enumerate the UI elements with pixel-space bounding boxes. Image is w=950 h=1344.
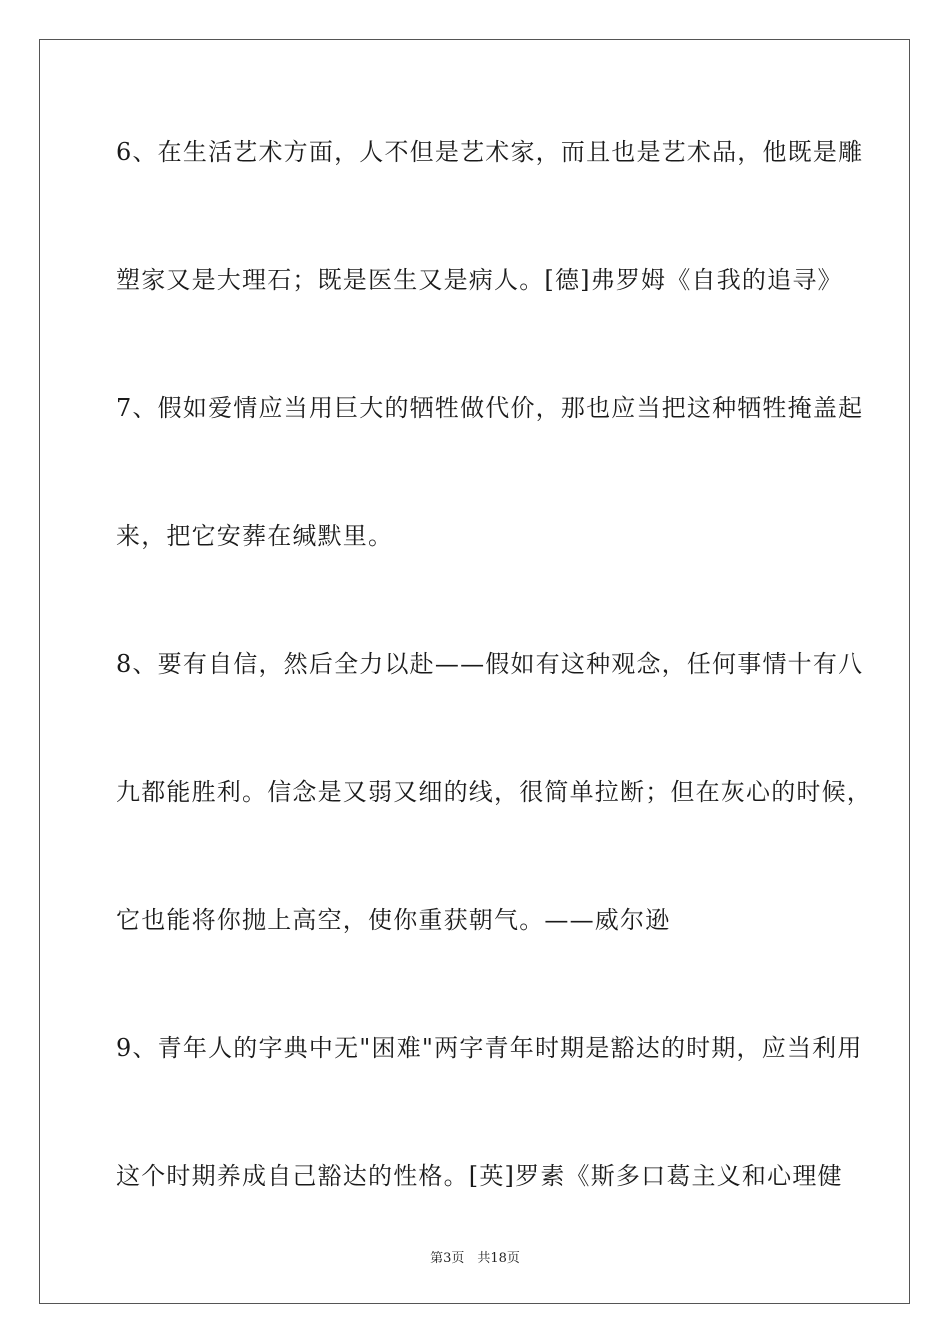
text-line: 7、假如爱情应当用巨大的牺牲做代价，那也应当把这种牺牲掩盖起 [116, 394, 864, 422]
text-line: 九都能胜利。信念是又弱又细的线，很简单拉断；但在灰心的时候， [116, 778, 872, 806]
text-line: 6、在生活艺术方面，人不但是艺术家，而且也是艺术品，他既是雕 [116, 138, 864, 166]
page-number: 第3页 共18页 [430, 1251, 520, 1266]
text-line: 塑家又是大理石；既是医生又是病人。[德]弗罗姆《自我的追寻》 [116, 266, 843, 294]
text-line: 9、青年人的字典中无"困难"两字青年时期是豁达的时期，应当利用 [116, 1034, 863, 1062]
text-line: 这个时期养成自己豁达的性格。[英]罗素《斯多口葛主义和心理健 [116, 1162, 843, 1190]
text-line: 8、要有自信，然后全力以赴——假如有这种观念，任何事情十有八 [116, 650, 864, 678]
text-line: 它也能将你抛上高空，使你重获朝气。——威尔逊 [116, 906, 671, 934]
text-line: 来，把它安葬在缄默里。 [116, 522, 394, 550]
document-body [116, 124, 872, 1276]
